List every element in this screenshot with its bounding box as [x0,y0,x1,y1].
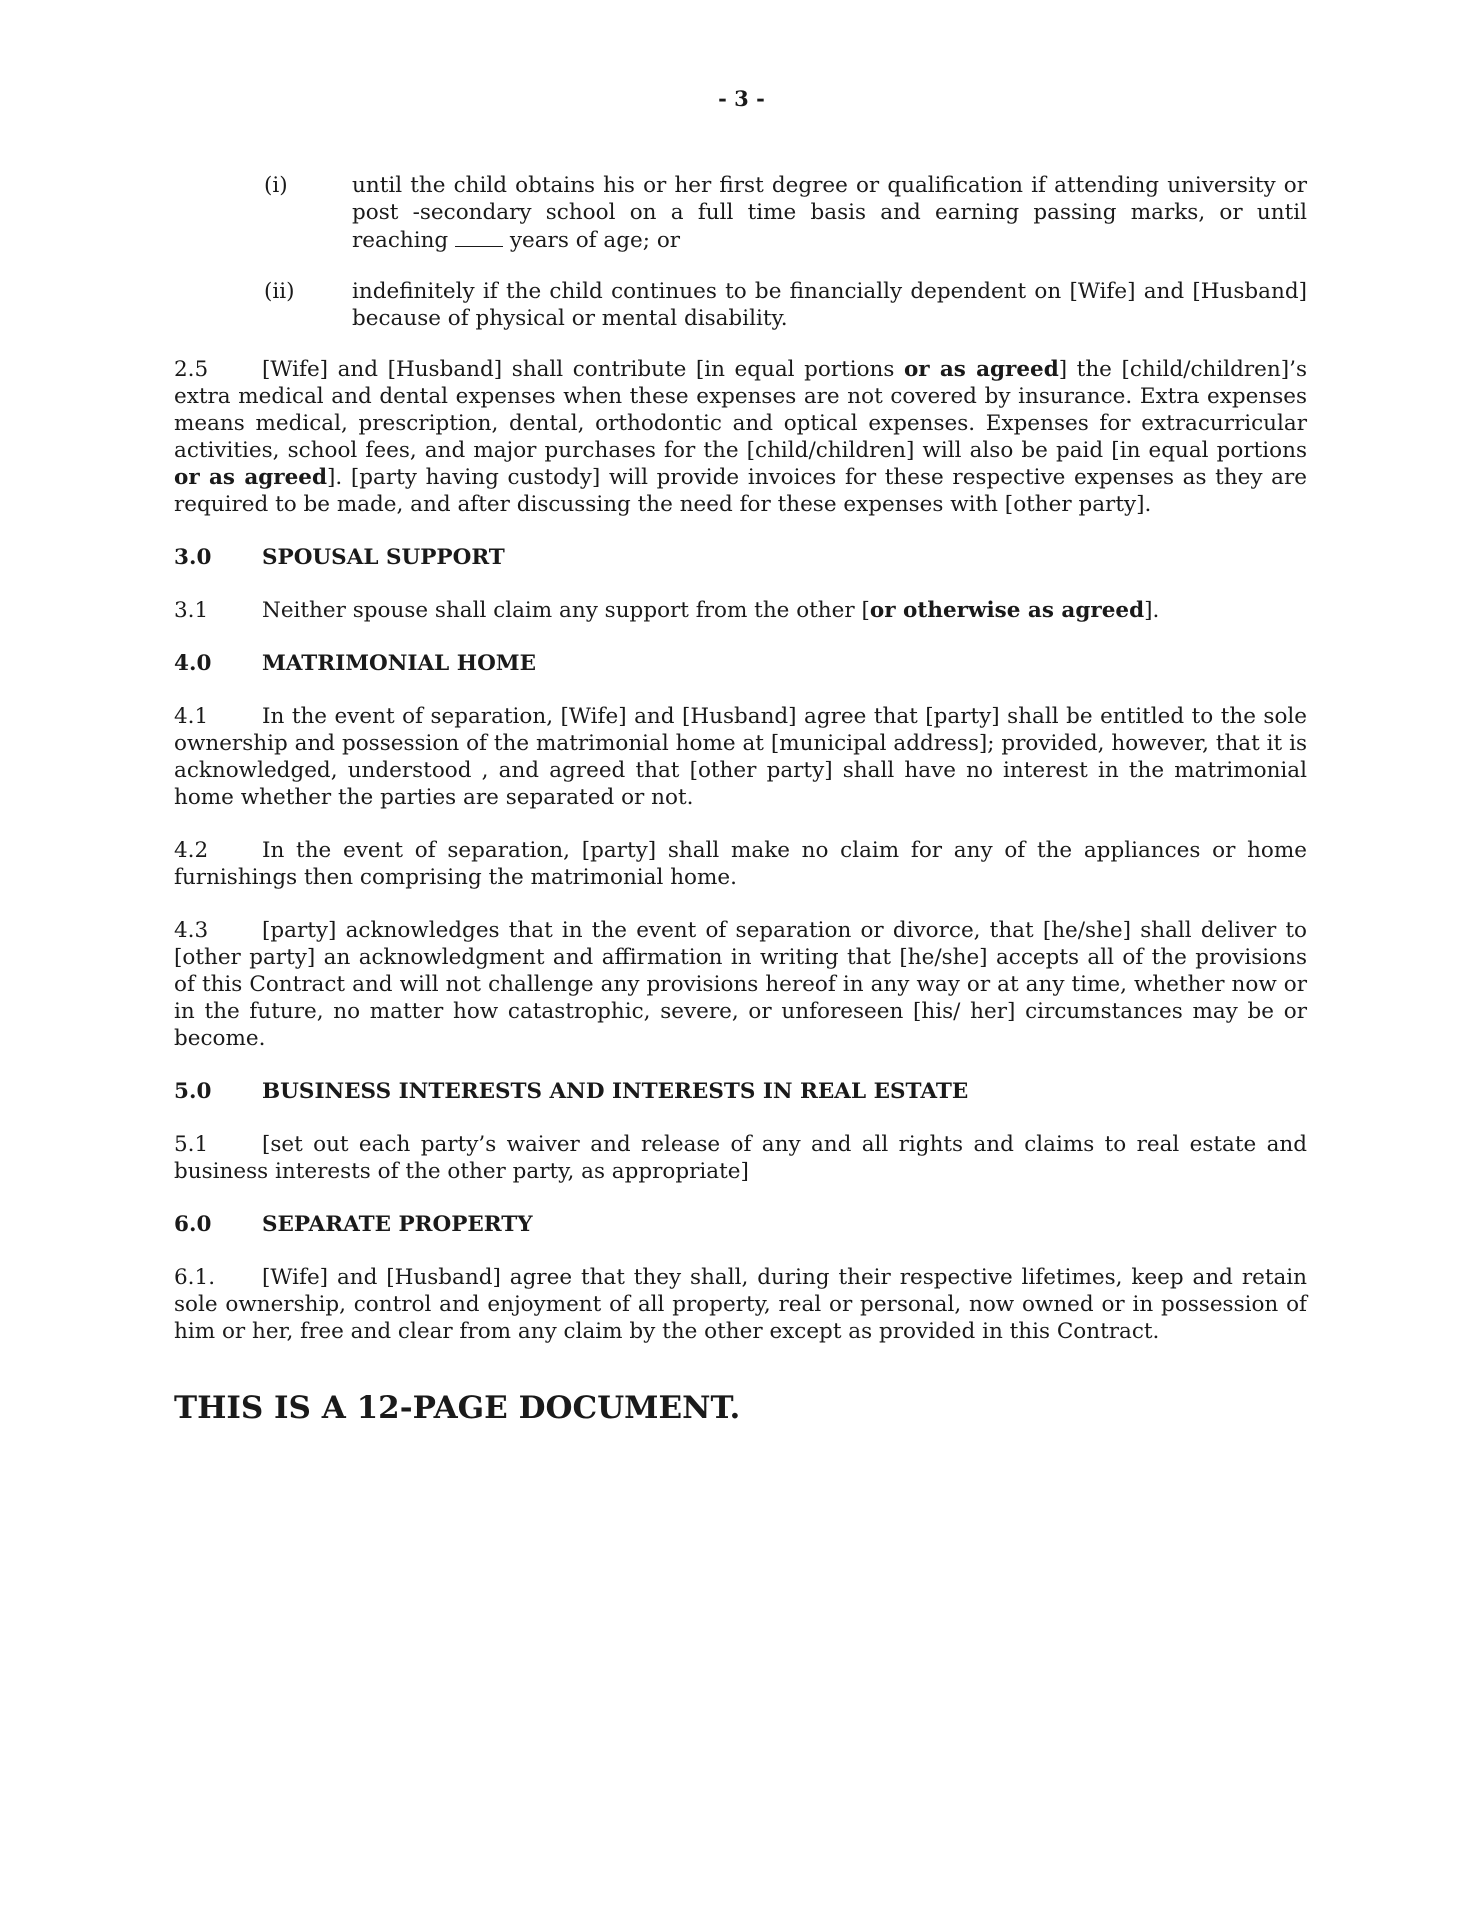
section-number: 3.0 [174,545,212,570]
section-title: SPOUSAL SUPPORT [262,545,505,570]
clause-number: 4.2 [174,838,209,863]
clause-number: 6.1. [174,1265,216,1290]
clause-4-3: 4.3 [party] acknowledges that in the event of separation or divorce, that [he/she] shall deliver to [other party] an acknowledgment and affirmation in writing that [he/she] accepts all of the provisions of this Contract and will not challenge any provisions hereof in any way or at any time, whether now or in the future, no matter how catastrophic, severe, or unforeseen [his/ her] circumstances may be or become. [174,918,1307,1051]
clause-number: 4.3 [174,918,209,943]
clause-number: 3.1 [174,598,209,623]
clause-2-5: 2.5 [Wife] and [Husband] shall contribute [in equal portions or as agreed] the [child/children]’s extra medical and dental expenses when these expenses are not covered by insurance. Extra expenses means medical, prescription, dental, orthodontic and optical expenses. Expenses for extracurricular activities, school fees, and major purchases for the [child/children] will also be paid [in equal portions or as agreed]. [party having custody] will provide invoices for these respective expenses as they are required to be made, and after discussing the need for these expenses with [other party]. [174,357,1307,517]
section-number: 5.0 [174,1079,212,1104]
clause-4-1: 4.1 In the event of separation, [Wife] and [Husband] agree that [party] shall be entitled to the sole ownership and possession of the matrimonial home at [municipal address]; provided, however, that it is acknowledged, understood , and agreed that [other party] shall have no interest in the matrimonial home whether the parties are separated or not. [174,704,1307,810]
page-number: - 3 - [718,86,765,111]
section-heading-business-interests [174,1078,1307,1105]
clause-5-1: 5.1 [set out each party’s waiver and release of any and all rights and claims to real estate and business interests of the other party, as appropriate] [174,1132,1307,1184]
section-number: 6.0 [174,1212,212,1237]
sub-item-text: until the child obtains his or her first degree or qualification if attending university or post -secondary school on a full time basis and earning passing marks, or until reaching years of age; or [352,173,1307,253]
clause-4-2: 4.2 In the event of separation, [party] shall make no claim for any of the appliances or home furnishings then comprising the matrimonial home. [174,838,1307,890]
page-count-notice: THIS IS A 12-PAGE DOCUMENT. [174,1390,741,1426]
document-body [174,172,1307,1371]
section-title: SEPARATE PROPERTY [262,1212,533,1237]
section-heading-spousal-support [174,544,1307,571]
sub-item-label: (ii) [264,279,295,304]
section-heading-matrimonial-home [174,650,1307,677]
fill-in-blank [455,226,503,247]
clause-number: 2.5 [174,357,209,382]
section-title: MATRIMONIAL HOME [262,651,536,676]
clause-number: 4.1 [174,704,209,729]
clause-3-1: 3.1 Neither spouse shall claim any support from the other [or otherwise as agreed]. [174,598,1160,623]
clause-number: 5.1 [174,1132,209,1157]
section-heading-separate-property [174,1211,1307,1238]
sub-item-text: indefinitely if the child continues to be financially dependent on [Wife] and [Husband] because of physical or mental disability. [352,279,1307,331]
sub-item-i [174,172,1307,254]
section-number: 4.0 [174,651,212,676]
section-title: BUSINESS INTERESTS AND INTERESTS IN REAL ESTATE [262,1079,969,1104]
clause-6-1: 6.1. [Wife] and [Husband] agree that they shall, during their respective lifetimes, keep and retain sole ownership, control and enjoyment of all property, real or personal, now owned or in possession of him or her, free and clear from any claim by the other except as provided in this Contract. [174,1265,1307,1344]
sub-item-label: (i) [264,173,288,198]
sub-item-ii [174,278,1307,332]
